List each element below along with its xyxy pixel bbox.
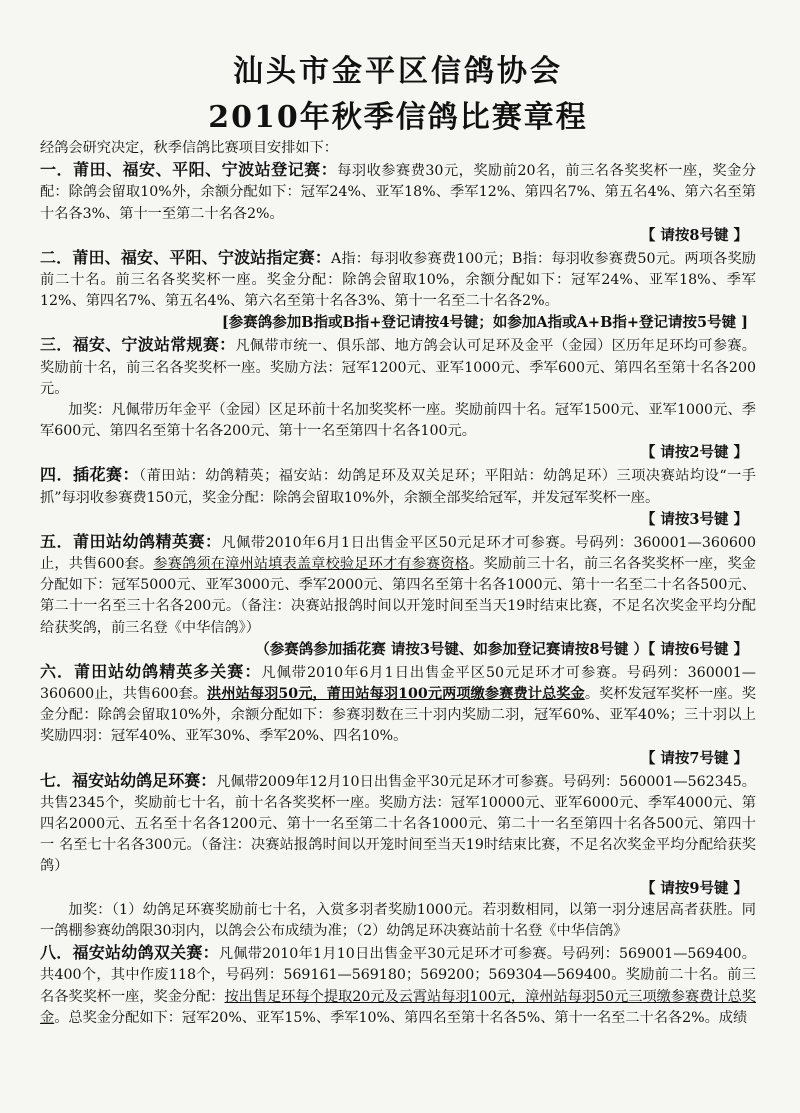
- section-5-key: （参赛鸽参加插花赛 请按3号键、如参加登记赛请按8号键 ）【 请按6号键 】: [255, 640, 748, 658]
- section-7-body: 凡佩带2009年12月10日出售金平30元足环才可参赛。号码列：560001—562345。共售2345个，奖励前七十名，前十名各奖奖杯一座。奖励方法：冠军10000元、亚军6000元、季军4000元、第四名2000元、五名至十名各1200元、第十一名至第二十名各1000元、第二十一名至第四十名各500元、第四十一 名至七十名各300元。（备注：决赛站报鸽时间以开笼时间至当天19时结束比赛，不足名次奖金平均分配给获奖鸽）: [40, 773, 756, 875]
- section-6-body-a: 凡佩带2010年6月1日出售金平区50元足环才可参赛。号码列：360001—360600止，共售600套。: [40, 664, 756, 703]
- title-association: 汕头市金平区信鸽协会: [233, 54, 563, 89]
- section-3-heading: 三．福安、宁波站常规赛：: [40, 335, 236, 355]
- section-8-body-b: 。总奖金分配如下：冠军20%、亚军15%、季军10%、第四名至第十名各5%、第十一名至二十名各2%。成绩: [54, 1009, 748, 1026]
- section-7-heading: 七．福安站幼鸽足环赛：: [40, 770, 217, 790]
- section-7-bonus: 加奖：（1）幼鸽足环赛奖励前七十名，入赏多羽者奖励1000元。若羽数相同，以第一羽分速居高者获胜。同一鸽棚参赛幼鸽限30羽内，以鸽会公布成绩为准；（2）幼鸽足环决赛站前十名登《中华信鸽》: [40, 901, 756, 939]
- intro-text: 经鸽会研究决定，秋季信鸽比赛项目安排如下：: [40, 140, 338, 156]
- title-regulations: 2010年秋季信鸽比赛章程: [208, 100, 588, 135]
- section-6: [40, 661, 756, 748]
- section-1-heading: 一．莆田、福安、平阳、宁波站登记赛：: [40, 160, 338, 180]
- section-5-body-b: 。奖励前三十名，前三名各奖奖杯一座，奖金分配如下：冠军5000元、亚军3000元、季军2000元、第四名至第十名各1000元、第十一名至二十名各500元、第二十一名至三十名各200元。（备注：决赛站报鸽时间以开笼时间至当天19时结束比赛，不足名次奖金平均分配给获奖鸽，前三名登《中华信鸽》）: [40, 556, 756, 636]
- section-6-heading: 六．莆田站幼鸽精英多关赛：: [40, 661, 262, 681]
- section-2-body: A指：每羽收参赛费100元；B指：每羽收参赛费50元。两项各奖励前二十名。前三名各奖奖杯一座。奖金分配：除鸽会留取10%，余额分配如下：冠军24%、亚军18%、季军12%、第四名7%、第五名4%、第六名至第十名各3%、第十一名至二十名各2%。: [40, 250, 756, 310]
- section-4-key: 【 请按3号键 】: [640, 510, 748, 528]
- section-6-key: 【 请按7号键 】: [640, 749, 748, 767]
- section-7-key: 【 请按9号键 】: [640, 879, 748, 897]
- section-3: [40, 334, 756, 400]
- section-8: [40, 942, 756, 1029]
- section-4-body: （莆田站：幼鸽精英；福安站：幼鸽足环及双关足环；平阳站：幼鸽足环）三项决赛站均设“一手抓”每羽收参赛费150元，奖金分配：除鸽会留取10%外，余额全部奖给冠军，并发冠军奖杯一座。: [40, 468, 756, 506]
- section-3-body: 凡佩带市统一、俱乐部、地方鸽会认可足环及金平（金园）区历年足环均可参赛。奖励前十名，前三名各奖奖杯一座。奖励方法：冠军1200元、亚军1000元、季军600元、第四名至第十名各200元。: [40, 338, 756, 397]
- section-6-underlined: 洪州站每羽50元，莆田站每羽100元两项缴参赛费计总奖金: [207, 686, 585, 703]
- section-8-underlined: 按出售足环每个提取20元及云霄站每羽100元，漳州站每羽50元三项缴参赛费计总奖金: [40, 988, 756, 1026]
- section-8-body-a: 凡佩带2010年1月10日出售金平30元足环才可参赛。号码列：569001—569400。共400个，其中作废118个，号码列：569161—569180；569200；569304—569400。奖励前二十名。前三名各奖奖杯一座，奖金分配：: [40, 946, 756, 1005]
- section-7: [40, 770, 756, 878]
- section-8-heading: 八．福安站幼鸽双关赛：: [40, 943, 219, 963]
- section-2-key: [参赛鸽参加B指或B指+登记请按4号键；如参加A指或A+B指+登记请按5号键 ]: [221, 314, 748, 332]
- section-5-body-a: 凡佩带2010年6月1日出售金平区50元足环才可参赛。号码列：360001—360600止，共售600套。: [40, 534, 756, 573]
- section-2-heading: 二．莆田、福安、平阳、宁波站指定赛：: [40, 247, 331, 267]
- section-1: [40, 159, 756, 225]
- section-3-bonus: 加奖：凡佩带历年金平（金园）区足环前十名加奖奖杯一座。奖励前四十名。冠军1500元、亚军1000元、季军600元、第四名至第十名各200元、第十一名至第四十名各100元。: [40, 402, 756, 440]
- section-3-key: 【 请按2号键 】: [640, 444, 748, 462]
- section-6-body-b: 。奖杯发冠军奖杯一座。奖金分配：除鸽会留取10%外，余额分配如下：参赛羽数在三十羽内奖励二羽，冠军60%、亚军40%；三十羽以上奖励四羽：冠军40%、亚军30%、季军20%、四名10%。: [40, 686, 756, 745]
- section-2: [40, 247, 756, 313]
- section-5: [40, 531, 756, 639]
- section-5-underlined: 参赛鸽须在漳州站填表盖章校验足环才有参赛资格: [153, 556, 470, 573]
- section-5-heading: 五．莆田站幼鸽精英赛：: [40, 531, 222, 551]
- section-4-heading: 四．插花赛：: [40, 465, 139, 485]
- section-4: [40, 464, 756, 508]
- section-1-key: 【 请按8号键 】: [640, 226, 748, 244]
- section-1-body: 每羽收参赛费30元，奖励前20名，前三名各奖奖杯一座，奖金分配：除鸽会留取10%外，余额分配如下：冠军24%、亚军18%、季军12%、第四名7%、第五名4%、第六名至第十名各3%、第十一至第二十名各2%。: [40, 163, 756, 222]
